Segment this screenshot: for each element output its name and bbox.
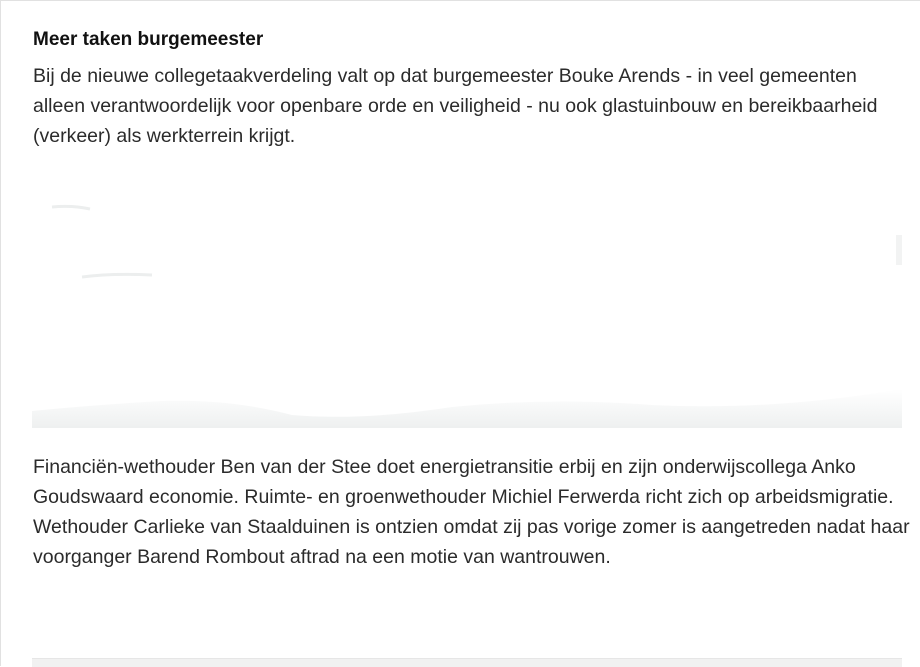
image-placeholder-graphic: [32, 185, 902, 428]
section-heading: Meer taken burgemeester: [33, 29, 264, 50]
article-body: [33, 452, 913, 572]
article-image: [32, 185, 902, 428]
article-section: [33, 28, 913, 151]
article-paragraph-2: Financiën-wethouder Ben van der Stee doet energietransitie erbij en zijn onderwijscollega Anko Goudswaard economie. Ruimte- en groenwethouder Michiel Ferwerda richt zich op arbeidsmigratie. Wethouder Carlieke van Staalduinen is ontzien omdat zij pas vorige zomer is aangetreden nadat haar voorganger Barend Rombout aftrad na een motie van wantrouwen.: [33, 456, 910, 568]
article-paragraph-1: Bij de nieuwe collegetaakverdeling valt op dat burgemeester Bouke Arends - in veel gemeenten alleen verantwoordelijk voor openbare orde en veiligheid - nu ook glastuinbouw en bereikbaarheid (verkeer) als werkterrein krijgt.: [33, 65, 878, 147]
